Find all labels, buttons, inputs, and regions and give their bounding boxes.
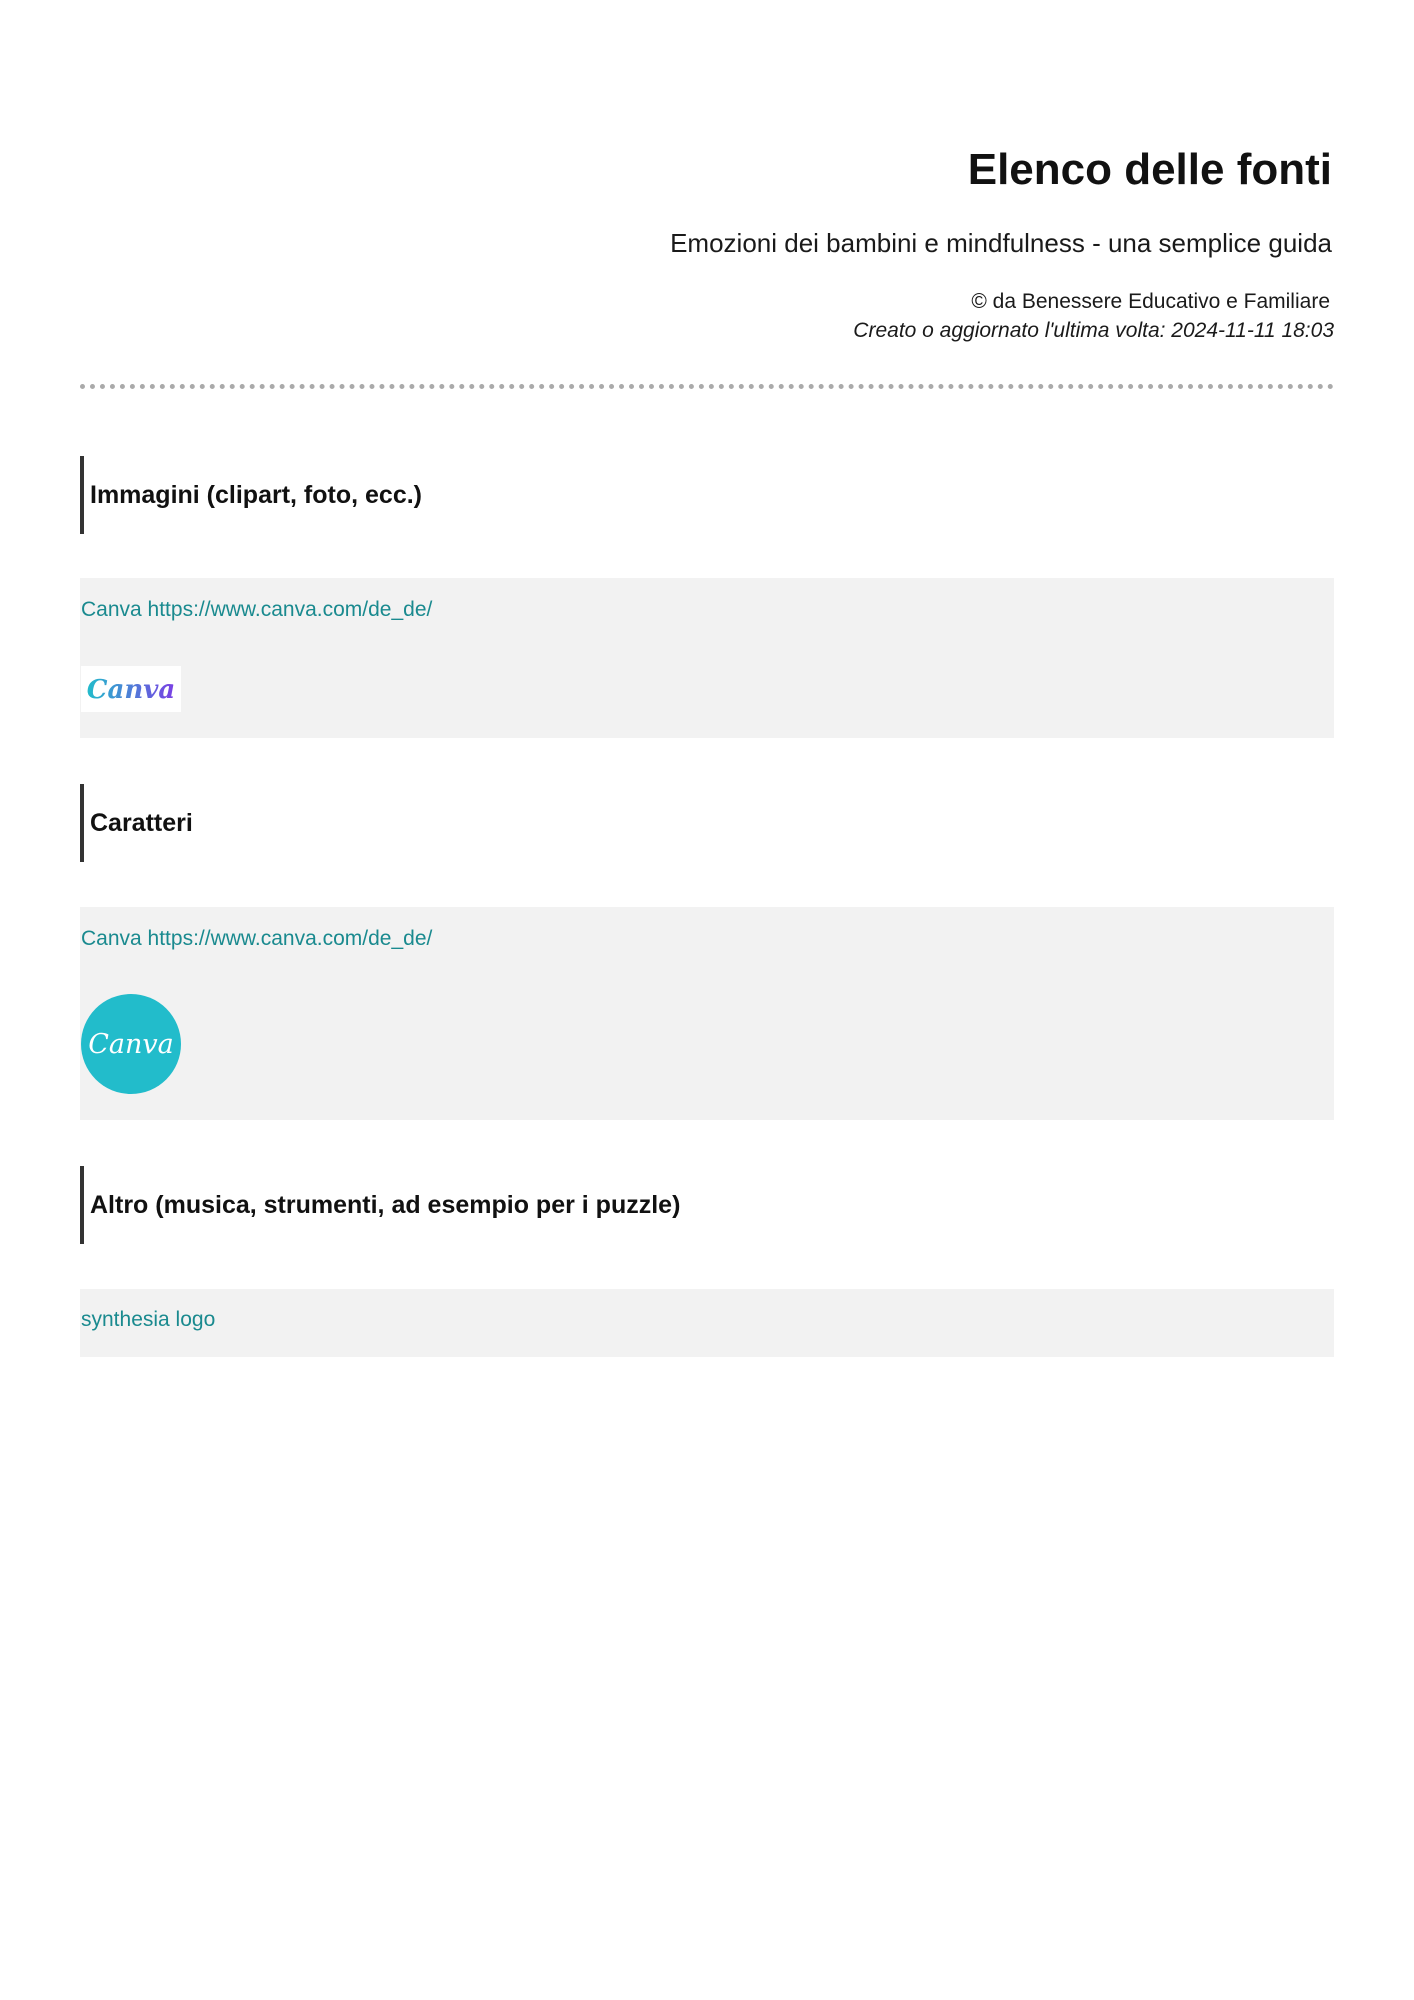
document-page	[80, 0, 1334, 2000]
source-box-images	[80, 578, 1334, 738]
section-heading-other: Altro (musica, strumenti, ad esempio per i puzzle)	[80, 1166, 1334, 1244]
updated-timestamp: Creato o aggiornato l'ultima volta: 2024-11-11 18:03	[853, 319, 1334, 342]
source-box-other	[80, 1289, 1334, 1357]
page-subtitle: Emozioni dei bambini e mindfulness - una semplice guida	[670, 228, 1332, 258]
section-heading-fonts: Caratteri	[80, 784, 1334, 862]
canva-circle-logo-icon	[81, 994, 181, 1094]
document-header	[80, 140, 1334, 342]
page-title: Elenco delle fonti	[967, 145, 1332, 194]
canva-wordmark-svg	[86, 669, 176, 709]
section-heading-images: Immagini (clipart, foto, ecc.)	[80, 456, 1334, 534]
canva-circle-text: Canva	[88, 1029, 174, 1060]
source-link-synthesia[interactable]: synthesia logo	[81, 1308, 216, 1331]
canva-circle-svg	[86, 1024, 176, 1064]
source-box-fonts	[80, 907, 1334, 1120]
source-link-canva-fonts[interactable]: Canva https://www.canva.com/de_de/	[81, 927, 433, 950]
source-link-canva-images[interactable]: Canva https://www.canva.com/de_de/	[81, 598, 433, 621]
header-divider	[80, 384, 1334, 389]
canva-wordmark-text: Canva	[86, 675, 176, 705]
author-line: © da Benessere Educativo e Familiare	[971, 290, 1330, 313]
canva-wordmark-icon	[81, 666, 181, 712]
